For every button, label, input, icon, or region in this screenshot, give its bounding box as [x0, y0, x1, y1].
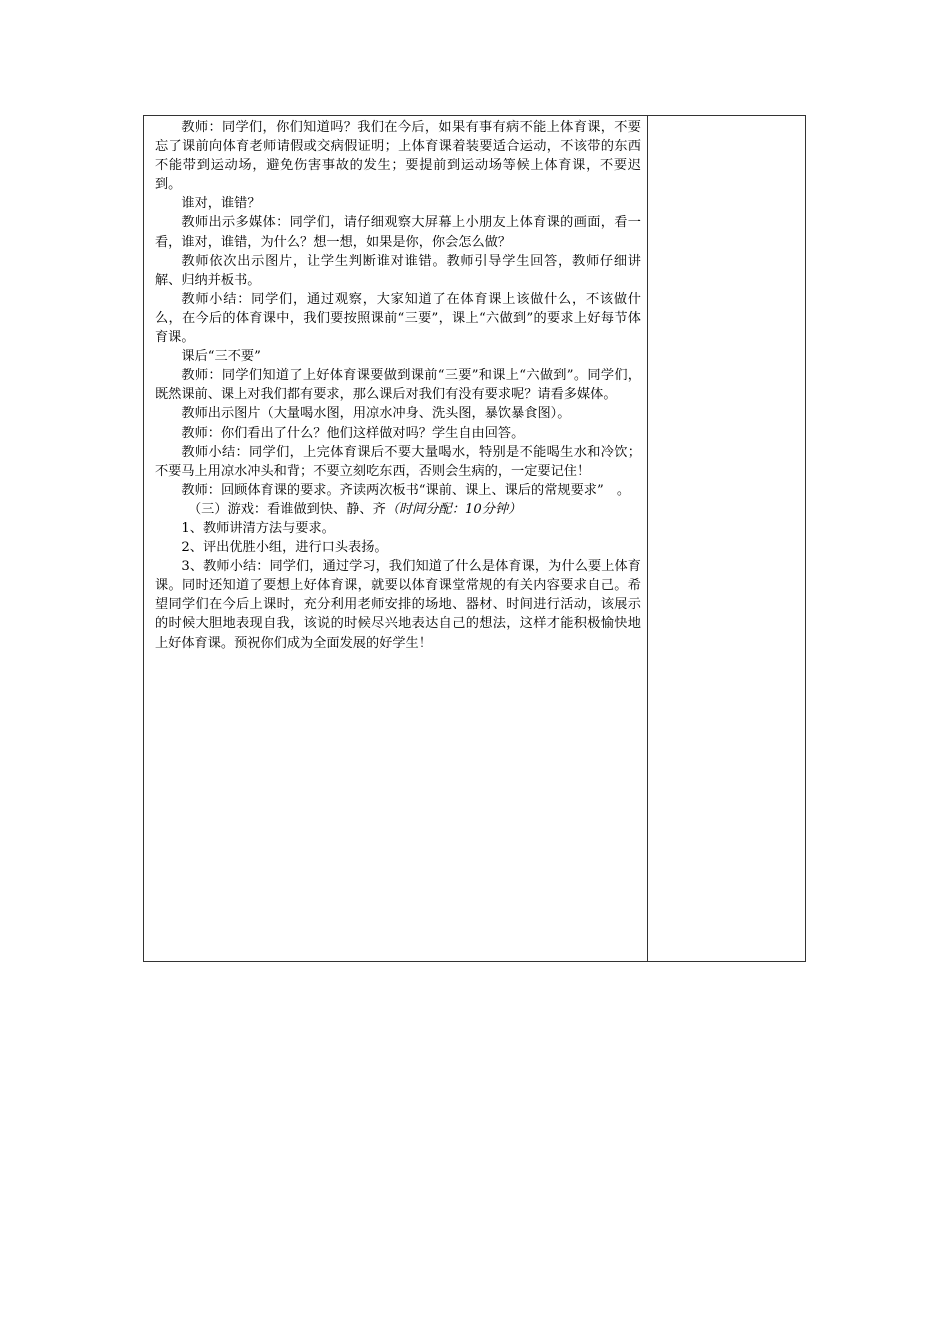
game-heading: [155, 500, 641, 519]
paragraph: 教师依次出示图片，让学生判断谁对谁错。教师引导学生回答，教师仔细讲解、归纳并板书。: [155, 253, 641, 288]
paragraph: 教师出示图片（大量喝水图，用凉水冲身、洗头图，暴饮暴食图）。: [181, 406, 571, 422]
time-allocation-note: （时间分配：10分钟）: [385, 501, 522, 517]
notes-cell: [648, 116, 805, 961]
paragraph: 教师：回顾体育课的要求。齐读两次板书“课前、课上、课后的常规要求” 。: [181, 482, 631, 498]
paragraph: 教师：同学们，你们知道吗？我们在今后，如果有事有病不能上体育课，不要忘了课前向体育老师请假或交病假证明；上体育课着装要适合运动，不该带的东西不能带到运动场，避免伤害事故的发生；要提前到运动场等候上体育课，不要迟到。: [155, 120, 641, 193]
game-heading-text: （三）游戏：看谁做到快、静、齐: [188, 501, 386, 517]
paragraph: 课后“三不要”: [181, 349, 261, 365]
paragraph: 教师出示多媒体：同学们，请仔细观察大屏幕上小朋友上体育课的画面，看一看，谁对，谁错，为什么？想一想，如果是你，你会怎么做？: [155, 215, 641, 250]
lesson-content-cell: [144, 116, 647, 961]
lesson-table: [143, 115, 806, 962]
step-item: 1、教师讲清方法与要求。: [181, 520, 335, 536]
paragraph: 谁对，谁错？: [181, 196, 261, 212]
paragraph: 教师：同学们知道了上好体育课要做到课前“三要”和课上“六做到”。同学们，既然课前、课上对我们都有要求，那么课后对我们有没有要求呢？请看多媒体。: [155, 368, 641, 403]
step-item: 3、教师小结：同学们，通过学习，我们知道了什么是体育课，为什么要上体育课。同时还知道了要想上好体育课，就要以体育课堂常规的有关内容要求自己。希望同学们在今后上课时，充分利用老师安排的场地、器材、时间进行活动，该展示的时候大胆地表现自我，该说的时候尽兴地表达自己的想法，这样才能积极愉快地上好体育课。预祝你们成为全面发展的好学生！: [155, 559, 641, 651]
step-item: 2、评出优胜小组，进行口头表扬。: [181, 540, 388, 556]
paragraph: 教师小结：同学们，上完体育课后不要大量喝水，特别是不能喝生水和冷饮；不要马上用凉水冲头和背；不要立刻吃东西，否则会生病的，一定要记住！: [155, 444, 641, 479]
paragraph: 教师：你们看出了什么？他们这样做对吗？学生自由回答。: [181, 425, 525, 441]
paragraph: 教师小结：同学们，通过观察，大家知道了在体育课上该做什么，不该做什么，在今后的体育课中，我们要按照课前“三要”，课上“六做到”的要求上好每节体育课。: [155, 291, 641, 346]
